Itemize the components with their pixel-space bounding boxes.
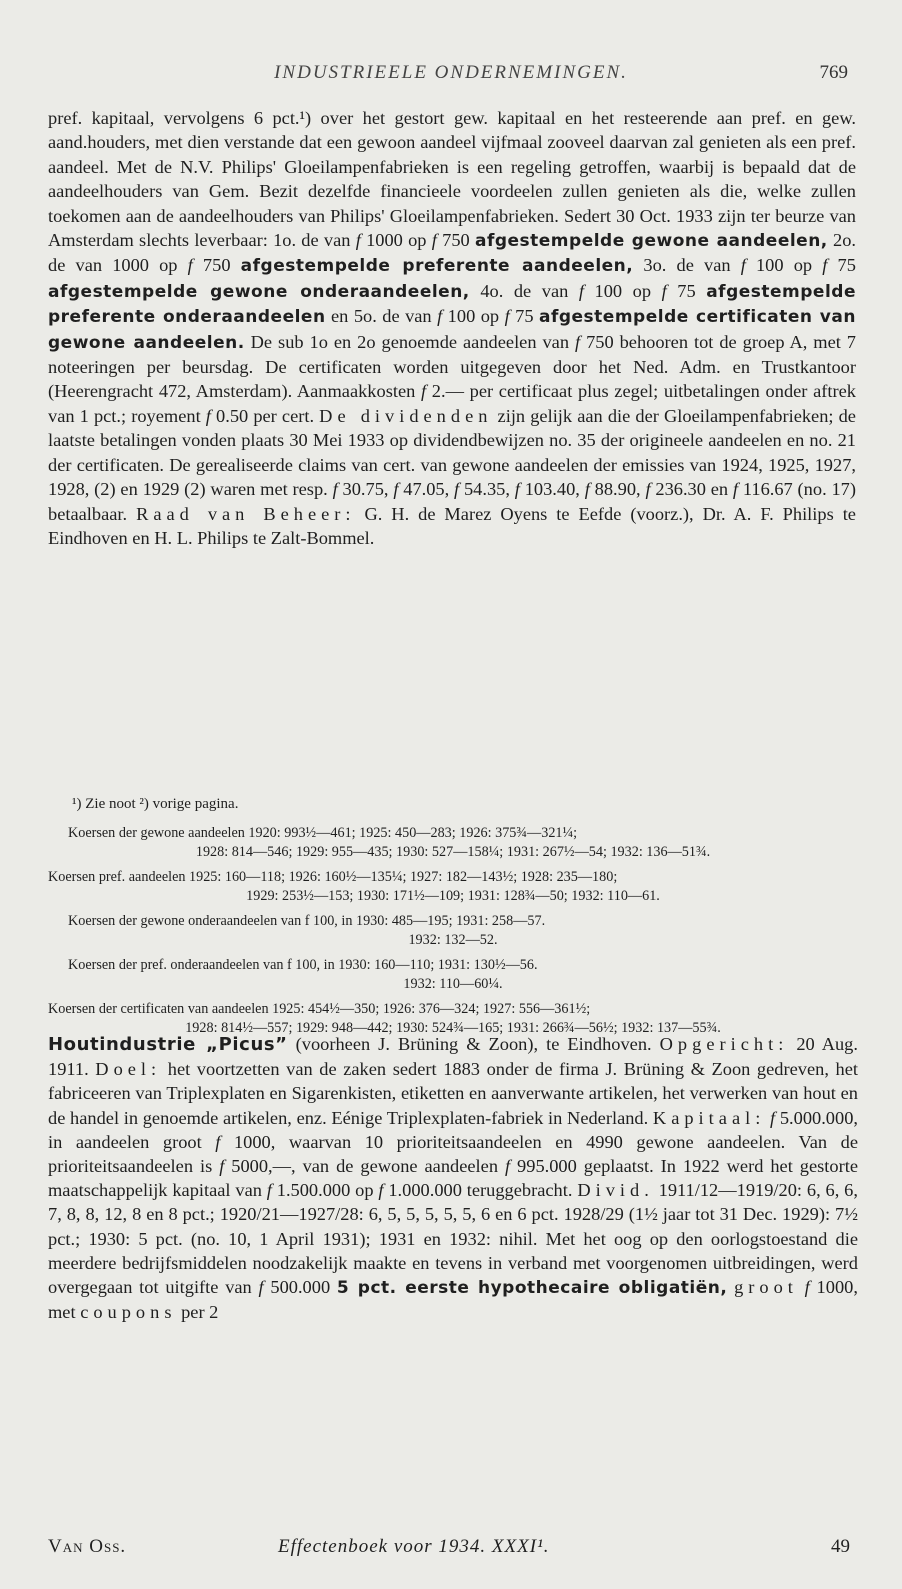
spaced-keyword: Opgericht:: [659, 1034, 789, 1054]
picus-entry: [48, 1032, 858, 1324]
quote-block: [48, 912, 858, 950]
page-header: [48, 62, 854, 86]
quote-line: 1929: 253½—153; 1930: 171½—109; 1931: 128¾—50; 1932: 110—61.: [246, 888, 660, 904]
signature-number: 49: [831, 1536, 850, 1557]
quote-label: Koersen der certificaten van aandeelen 1925: 454½—350; 1926: 376—324; 1927: 556—361½;: [48, 1001, 591, 1017]
share-type: afgestempelde gewone aandeelen,: [474, 231, 828, 252]
quote-line: 1928: 814½—557; 1929: 948—442; 1930: 524¾—165; 1931: 266¾—56½; 1932: 137—55¾.: [185, 1020, 721, 1036]
share-type: afgestempelde preferente onderaandeelen: [48, 281, 856, 328]
share-type: afgestempelde preferente aandeelen,: [240, 256, 634, 277]
spaced-keyword: De dividenden: [319, 405, 493, 426]
quote-label: Koersen der gewone onderaandeelen van f 100, in 1930: 485—195; 1931: 258—57.: [68, 913, 546, 929]
quote-line: 1932: 110—60¼.: [403, 976, 503, 992]
picus-paragraph: Houtindustrie „Picus” (voorheen J. Brüning & Zoon), te Eindhoven. Opgericht: 20 Aug. 1911. Doel: het voortzetten van de zaken sedert 1883 onder de firma J. Brüning & Zoon gedreven, het fabriceeren van Triplexplaten en Sigarenkisten, etiketten en aanverwante artikelen, het verwerken van hout en de handel in genoemde artikelen, enz. Eénige Triplexplaten-fabriek in Nederland. Kapitaal: f 5.000.000, in aandeelen groot f 1000, waarvan 10 prioriteitsaandeelen en 4990 gewone aandeelen. Van de prioriteitsaandeelen is f 5000,—, van de gewone aandeelen f 995.000 geplaatst. In 1922 werd het gestorte maatschappelijk kapitaal van f 1.500.000 op f 1.000.000 teruggebracht. Divid. 1911/12—1919/20: 6, 6, 6, 7, 8, 8, 12, 8 en 8 pct.; 1920/21—1927/28: 6, 5, 5, 5, 5, 5, 6 en 6 pct. 1928/29 (1½ jaar tot 31 Dec. 1929): 7½ pct.; 1930: 5 pct. (no. 10, 1 April 1931); 1931 en 1932: nihil. Met het oog op den oorlogstoestand die meerdere bedrijfsmiddelen noodzakelijk maakte en tevens in verband met voorgenomen uitbreidingen, werd overgegaan tot uitgifte van f 500.000 5 pct. eerste hypothecaire obligatiën, groot f 1000, met coupons per 2: [48, 1034, 858, 1323]
spaced-keyword: groot: [734, 1277, 798, 1298]
philips-paragraph: pref. kapitaal, vervolgens 6 pct.¹) over het gestort gew. kapitaal en het resteerende aan pref. en gew. aand.houders, met dien verstande dat een gewoon aandeel vijfmaal zooveel daarvan zal genieten als een pref. aandeel. Met de N.V. Philips' Gloeilampenfabrieken is een regeling getroffen, waarbij is bepaald dat de aandeelhouders van Gem. Bezit dezelfde financieele voordeelen zullen genieten als die, welke zullen toekomen aan de aandeelhouders van Philips' Gloeilampenfabrieken. Sedert 30 Oct. 1933 zijn ter beurze van Amsterdam slechts leverbaar: 1o. de van f 1000 op f 750 afgestempelde gewone aandeelen, 2o. de van 1000 op f 750 afgestempelde preferente aandeelen, 3o. de van f 100 op f 75 afgestempelde gewone onderaandeelen, 4o. de van f 100 op f 75 afgestempelde preferente onderaandeelen en 5o. de van f 100 op f 75 afgestempelde certificaten van gewone aandeelen. De sub 1o en 2o genoemde aandeelen van f 750 behooren tot de groep A, met 7 noteeringen per beursdag. De certificaten worden uitgegeven door het Ned. Adm. en Trustkantoor (Heerengracht 472, Amsterdam). Aanmaakkosten f 2.— per certificaat plus zegel; uitbetalingen onder aftrek van 1 pct.; royement f 0.50 per cert. De dividenden zijn gelijk aan die der Gloeilampenfabrieken; de laatste betalingen vonden plaats 30 Mei 1933 op dividendbewijzen no. 35 der origineele aandeelen en no. 21 der certificaten. De gerealiseerde claims van cert. van gewone aandeelen der emissies van 1924, 1925, 1927, 1928, (2) en 1929 (2) waren met resp. f 30.75, f 47.05, f 54.35, f 103.40, f 88.90, f 236.30 en f 116.67 (no. 17) betaalbaar. Raad van Beheer: G. H. de Marez Oyens te Eefde (voorz.), Dr. A. F. Philips te Eindhoven en H. L. Philips te Zalt-Bommel.: [48, 108, 857, 548]
bond-type: 5 pct. eerste hypothecaire obligatiën,: [336, 1278, 728, 1299]
quote-label: Koersen pref. aandeelen 1925: 160—118; 1926: 160½—135¼; 1927: 182—143½; 1928: 235—180;: [48, 869, 618, 885]
quote-line: 1928: 814—546; 1929: 955—435; 1930: 527—158¼; 1931: 267½—54; 1932: 136—51¾.: [195, 844, 711, 860]
price-quotations: [48, 824, 858, 1044]
quote-label: Koersen der gewone aandeelen 1920: 993½—461; 1925: 450—283; 1926: 375¾—321¼;: [68, 825, 578, 841]
spaced-keyword: Doel:: [95, 1059, 162, 1080]
quote-block: [48, 868, 858, 906]
quote-block: [48, 824, 858, 862]
publisher: Van Oss.: [48, 1536, 127, 1557]
spaced-keyword: Divid.: [577, 1180, 654, 1201]
company-heading: Houtindustrie „Picus”: [48, 1034, 288, 1055]
philips-entry-continued: [48, 106, 856, 550]
spaced-keyword: Kapitaal:: [652, 1107, 766, 1128]
page-number: 769: [819, 62, 848, 83]
quote-block: [48, 956, 858, 994]
spaced-keyword: Raad van Beheer:: [136, 503, 356, 524]
quote-line: 1932: 132—52.: [408, 932, 498, 948]
page-footer: [48, 1536, 858, 1562]
book-title: Effectenboek voor 1934. XXXI¹.: [278, 1536, 550, 1557]
share-type: afgestempelde gewone onderaandeelen,: [48, 281, 470, 302]
footnote: ¹) Zie noot ²) vorige pagina.: [72, 796, 239, 812]
running-title: INDUSTRIEELE ONDERNEMINGEN.: [274, 62, 628, 83]
quote-label: Koersen der pref. onderaandeelen van f 100, in 1930: 160—110; 1931: 130½—56.: [68, 957, 538, 973]
spaced-keyword: coupons: [80, 1302, 177, 1323]
share-type: afgestempelde certificaten van gewone aandeelen.: [48, 307, 856, 353]
